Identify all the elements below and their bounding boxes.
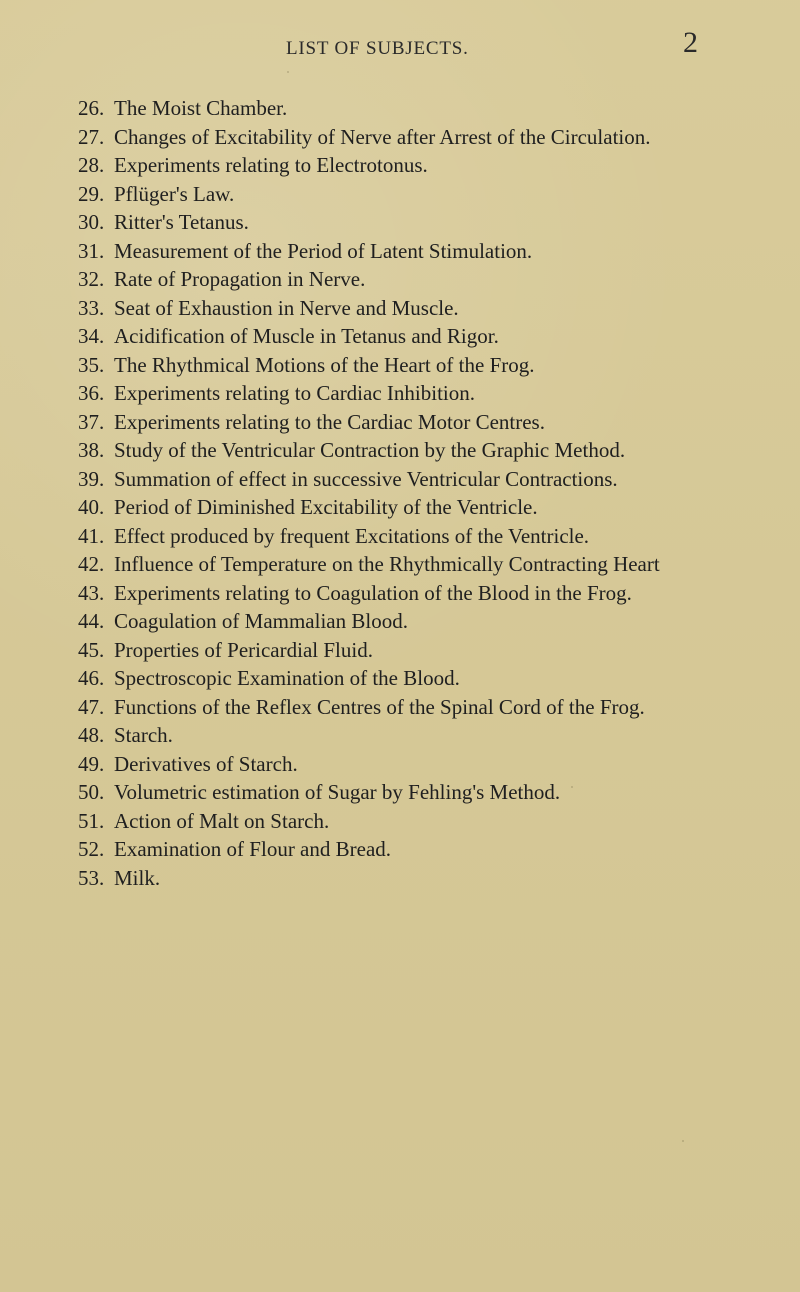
item-number: 52.	[78, 837, 105, 861]
item-text: Acidification of Muscle in Tetanus and Rigor.	[114, 324, 499, 348]
item-number: 46.	[78, 666, 105, 690]
list-item	[78, 208, 718, 237]
list-item	[78, 294, 718, 323]
item-text: Starch.	[114, 723, 173, 747]
item-number: 33.	[78, 295, 105, 320]
list-item	[78, 180, 718, 209]
list-item	[78, 693, 718, 722]
item-text: Ritter's Tetanus.	[114, 210, 249, 234]
item-number: 50.	[78, 780, 105, 804]
item-text: Measurement of the Period of Latent Stimulation.	[114, 238, 533, 263]
item-text: Period of Diminished Excitability of the Ventricle.	[114, 495, 538, 519]
list-item	[78, 237, 718, 266]
list-item	[78, 778, 718, 807]
item-text: Effect produced by frequent Excitations of the Ventricle.	[114, 523, 590, 548]
subjects-list	[78, 94, 718, 892]
item-number: 48.	[78, 723, 105, 747]
item-text: Milk.	[114, 865, 161, 890]
item-number: 40.	[78, 495, 105, 519]
running-head: LIST OF SUBJECTS.	[286, 38, 469, 59]
paper-speck	[287, 71, 289, 73]
item-text: The Rhythmical Motions of the Heart of the Frog.	[114, 352, 535, 377]
item-number: 30.	[78, 210, 105, 234]
item-number: 27.	[78, 124, 105, 149]
item-number: 53.	[78, 865, 105, 890]
item-number: 49.	[78, 751, 105, 776]
item-text: Action of Malt on Starch.	[114, 808, 330, 833]
item-number: 26.	[78, 96, 105, 120]
item-number: 34.	[78, 324, 105, 348]
list-item	[78, 864, 718, 893]
paper-speck	[682, 1140, 684, 1142]
item-text: The Moist Chamber.	[114, 96, 288, 120]
item-number: 39.	[78, 466, 105, 491]
list-item	[78, 607, 718, 636]
list-item	[78, 750, 718, 779]
list-item	[78, 493, 718, 522]
item-text: Coagulation of Mammalian Blood.	[114, 609, 408, 633]
item-text: Pflüger's Law.	[114, 181, 235, 206]
list-item	[78, 550, 718, 579]
list-item	[78, 835, 718, 864]
item-number: 45.	[78, 637, 105, 662]
item-text: Experiments relating to Coagulation of the Blood in the Frog.	[114, 580, 632, 605]
item-text: Spectroscopic Examination of the Blood.	[114, 666, 460, 690]
item-number: 47.	[78, 694, 105, 719]
list-item	[78, 351, 718, 380]
list-item	[78, 322, 718, 351]
list-item	[78, 807, 718, 836]
item-text: Experiments relating to Cardiac Inhibition.	[114, 381, 475, 405]
item-text: Summation of effect in successive Ventricular Contractions.	[114, 466, 618, 491]
item-text: Examination of Flour and Bread.	[114, 837, 392, 861]
list-item	[78, 265, 718, 294]
item-text: Functions of the Reflex Centres of the Spinal Cord of the Frog.	[114, 694, 645, 719]
list-item	[78, 94, 718, 123]
item-number: 43.	[78, 580, 105, 605]
item-number: 51.	[78, 808, 105, 833]
list-item	[78, 721, 718, 750]
item-text: Experiments relating to the Cardiac Motor Centres.	[114, 409, 545, 434]
item-text: Properties of Pericardial Fluid.	[114, 637, 373, 662]
list-item	[78, 636, 718, 665]
item-number: 31.	[78, 238, 105, 263]
item-text: Rate of Propagation in Nerve.	[114, 267, 366, 291]
item-number: 37.	[78, 409, 105, 434]
list-item	[78, 579, 718, 608]
item-text: Changes of Excitability of Nerve after Arrest of the Circulation.	[114, 124, 651, 149]
list-item	[78, 664, 718, 693]
item-text: Volumetric estimation of Sugar by Fehling's Method.	[114, 780, 561, 804]
list-item	[78, 436, 718, 465]
item-text: Study of the Ventricular Contraction by the Graphic Method.	[114, 438, 626, 462]
item-number: 29.	[78, 181, 105, 206]
list-item	[78, 151, 718, 180]
list-item	[78, 379, 718, 408]
item-number: 38.	[78, 438, 105, 462]
list-item	[78, 123, 718, 152]
list-item	[78, 408, 718, 437]
list-item	[78, 465, 718, 494]
item-number: 44.	[78, 609, 105, 633]
item-text: Seat of Exhaustion in Nerve and Muscle.	[114, 295, 459, 320]
page-number: 2	[683, 26, 698, 59]
item-number: 42.	[78, 552, 105, 576]
list-item	[78, 522, 718, 551]
item-number: 32.	[78, 267, 105, 291]
item-number: 36.	[78, 381, 105, 405]
item-text: Influence of Temperature on the Rhythmically Contracting Heart	[114, 552, 660, 576]
item-number: 28.	[78, 153, 105, 177]
paper-speck	[571, 786, 573, 788]
item-text: Derivatives of Starch.	[114, 751, 298, 776]
item-text: Experiments relating to Electrotonus.	[114, 153, 428, 177]
item-number: 35.	[78, 352, 105, 377]
item-number: 41.	[78, 523, 105, 548]
